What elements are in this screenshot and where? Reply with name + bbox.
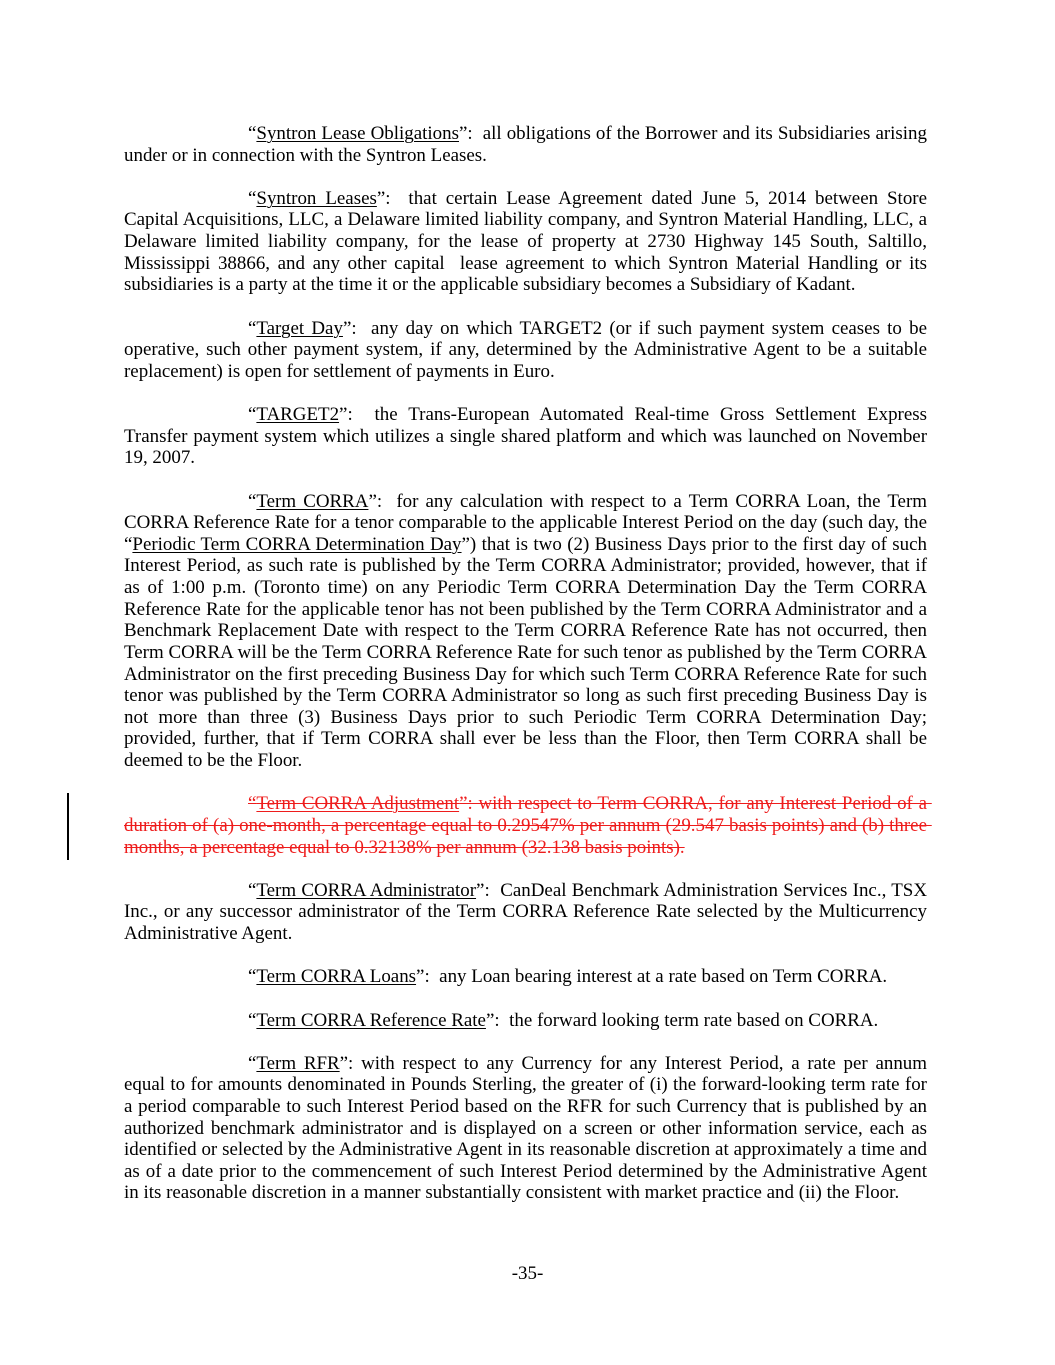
definition-text: ”: CanDeal Benchmark Administration Services Inc., TSX Inc., or any successor administrator of the Term CORRA Reference Rate selected by the Multicurrency Administrative Agent. xyxy=(124,879,932,945)
definition-term-rfr xyxy=(124,1052,932,1204)
definition-syntron-lease-obligations xyxy=(124,123,932,166)
defined-term: Term CORRA Reference Rate xyxy=(256,1009,486,1031)
open-quote: “ xyxy=(248,123,257,144)
open-quote: “ xyxy=(248,490,257,512)
definition-text: ”: for any calculation with respect to a Term CORRA Loan, the Term CORRA Reference Rate for a tenor comparable to the applicable Interest Period on the day (such day, the “ xyxy=(124,490,932,555)
inner-defined-term: Periodic Term CORRA Determination Day xyxy=(132,533,462,555)
definition-text: ”: any day on which TARGET2 (or if such payment system ceases to be operative, such other payment system, if any, determined by the Administrative Agent to be a suitable replacement) is open for settlement of payments in Euro. xyxy=(124,317,932,382)
defined-term: Term CORRA Adjustment xyxy=(256,793,460,815)
open-quote: “ xyxy=(248,1052,257,1074)
definition-term-corra-loans xyxy=(124,966,927,988)
open-quote: “ xyxy=(248,879,257,901)
definition-term-corra-reference-rate xyxy=(124,1010,927,1032)
defined-term: Term CORRA Administrator xyxy=(256,879,477,901)
defined-term: Term RFR xyxy=(256,1052,340,1074)
definition-term-corra-administrator xyxy=(124,879,932,945)
definition-target-day xyxy=(124,317,932,383)
definitions-section xyxy=(124,123,932,1226)
definition-term-corra xyxy=(124,490,932,772)
defined-term: Term CORRA Loans xyxy=(256,966,417,988)
definition-text-end: ”) that is two (2) Business Days prior to the first day of such Interest Period, as such rate is published by the Term CORRA Administrator; provided, however, that if as of 1:00 p.m. (Toronto time) on any Periodic Term CORRA Determination Day the Term CORRA Reference Rate for the applicable tenor has not been published by the Term CORRA Administrator and a Benchmark Replacement Date with respect to the Term CORRA Reference Rate has not occurred, then Term CORRA will be the Term CORRA Reference Rate for such tenor as published by the Term CORRA Administrator on the first preceding Business Day for which such Term CORRA Reference Rate for such tenor was published by the Term CORRA Administrator so long as such first preceding Business Day is not more than three (3) Business Days prior to such Periodic Term CORRA Determination Day; provided, further, that if Term CORRA shall ever be less than the Floor, then Term CORRA shall be deemed to be the Floor. xyxy=(124,533,932,772)
open-quote: “ xyxy=(248,966,257,988)
definition-target2 xyxy=(124,404,932,469)
open-quote: “ xyxy=(248,317,257,339)
open-quote: “ xyxy=(248,404,257,426)
open-quote: “ xyxy=(248,1009,257,1031)
defined-term: TARGET2 xyxy=(256,404,340,426)
definition-text: ”: with respect to Term CORRA, for any Interest Period of a duration of (a) one-month, a percentage equal to 0.29547% per annum (29.547 basis points) and (b) three months, a percentage equal to 0.32138% per annum (32.138 basis points). xyxy=(124,793,932,858)
definition-syntron-leases xyxy=(124,187,932,296)
definition-text: ”: any Loan bearing interest at a rate based on Term CORRA. xyxy=(416,966,888,988)
defined-term: Term CORRA xyxy=(256,490,369,512)
defined-term: Target Day xyxy=(256,317,343,339)
definition-text: ”: with respect to any Currency for any Interest Period, a rate per annum equal to for amounts denominated in Pounds Sterling, the greater of (i) the forward-looking term rate for a period comparable to such Interest Period based on the RFR for such Currency that is published by an authorized benchmark administrator and is displayed on a screen or other information service, each as identified or selected by the Administrative Agent in its reasonable discretion at approximately a time and as of a date prior to the commencement of such Interest Period determined by the Administrative Agent in its reasonable discretion in a manner substantially consistent with market practice and (ii) the Floor. xyxy=(124,1052,932,1204)
definition-text: ”: all obligations of the Borrower and its Subsidiaries arising under or in connection with the Syntron Leases. xyxy=(124,123,932,166)
deleted-definition-term-corra-adjustment xyxy=(124,793,932,858)
definition-text: ”: the forward looking term rate based on CORRA. xyxy=(485,1009,879,1031)
change-bar xyxy=(67,793,69,860)
page-number: -35- xyxy=(511,1263,544,1284)
open-quote: “ xyxy=(248,187,257,209)
definition-text: ”: the Trans-European Automated Real-time Gross Settlement Express Transfer payment system which utilizes a single shared platform and which was launched on November 19, 2007. xyxy=(124,404,932,469)
definition-text: ”: that certain Lease Agreement dated June 5, 2014 between Store Capital Acquisitions, LLC, a Delaware limited liability company, and Syntron Material Handling, LLC, a Delaware limited liability company, for the lease of property at 2730 Highway 145 South, Saltillo, Mississippi 38866, and any other capital lease agreement to which Syntron Material Handling or its subsidiaries is a party at the time it or the applicable subsidiary becomes a Subsidiary of Kadant. xyxy=(124,187,932,296)
defined-term: Syntron Lease Obligations xyxy=(256,123,459,144)
defined-term: Syntron Leases xyxy=(256,187,377,209)
open-quote: “ xyxy=(248,793,257,815)
